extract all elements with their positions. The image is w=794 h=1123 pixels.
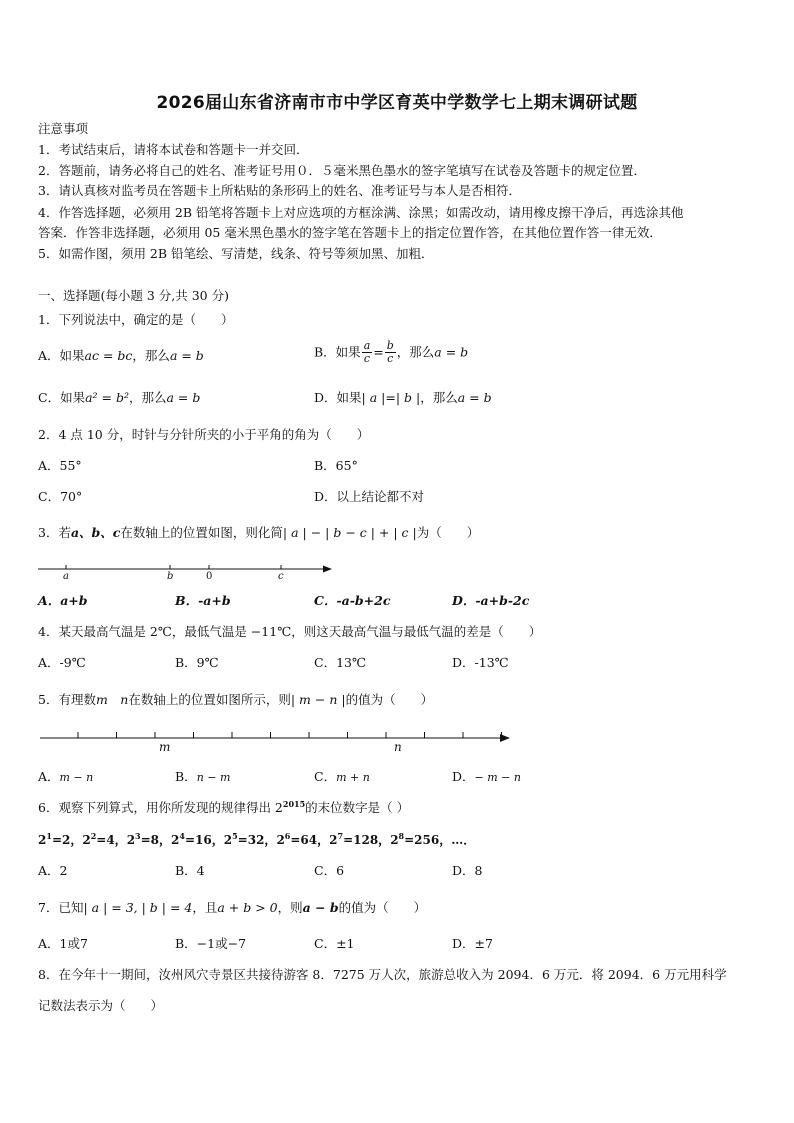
axis-arrow [323,566,332,573]
power: $2^6=64$， [276,831,330,847]
question-1-stem: 1．下列说法中，确定的是（ ） [38,312,234,327]
notice-item: 4．作答选择题，必须用 2B 铅笔将答题卡上对应选项的方框涂满、涂黑；如需改动，请用橡皮擦干净后，再选涂其他 [38,205,684,220]
notice-item: 3．请认真核对监考员在答题卡上所粘贴的条形码上的姓名、准考证号与本人是否相符． [38,183,521,198]
page-title: 2026届山东省济南市市中学区育英中学数学七上期末调研试题 [156,93,638,113]
power: $2^3=8$， [126,831,172,847]
section-heading: 一、选择题(每小题 3 分,共 30 分) [38,288,229,303]
notice-heading: 注意事项 [38,121,89,136]
question-6-option-a: A．2 [38,863,68,878]
power: $2^1=2$， [38,831,83,847]
question-8-stem-line1: 8．在今年十一期间，汝州风穴寺景区共接待游客 8．7275 万人次，旅游总收入为 2094．6 万元．将 2094．6 万元用科学 [38,967,727,982]
fraction: $\frac{b}{c}$ [386,339,394,365]
question-4-stem: 4．某天最高气温是 2℃，最低气温是 −11℃，则这天最高气温与最低气温的差是（ ） [38,624,542,639]
question-8-stem-line2: 记数法表示为（ ） [38,998,164,1013]
number-line-q5 [38,728,514,754]
question-6-option-d: D．8 [452,863,483,878]
axis-label-zero: 0 [206,571,213,580]
power: $2^4=16$， [171,831,224,847]
notice-item: 1．考试结束后，请将本试卷和答题卡一并交回． [38,142,309,157]
question-6-stem: 6．观察下列算式，用你所发现的规律得出 $2^{2015}$的末位数字是（ ） [38,799,410,815]
question-3-option-b: B．-a+b [175,593,231,608]
axis-label-m: m [159,740,171,754]
question-6-option-c: C．6 [314,863,345,878]
notice-item: 答案．作答非选择题，必须用 05 毫米黑色墨水的签字笔在答题卡上的指定位置作答，在其他位置作答一律无效． [38,225,662,240]
question-6-powers [38,832,475,848]
axis-label-c: c [278,571,284,580]
question-7-option-d: D．±7 [452,936,493,951]
power: $2^8=256$，…． [390,831,476,847]
question-1-option-b: B．如果 $\frac{a}{c}$ = $\frac{b}{c}$ ，那么a = b [314,339,469,365]
question-5-option-b: B．n − m [175,769,231,784]
question-5-option-c: C．m + n [314,769,370,784]
axis-label-n: n [394,740,402,754]
notice-item: 5．如需作图，须用 2B 铅笔绘、写清楚，线条、符号等须加黑、加粗． [38,246,434,261]
question-2-option-a: A．55° [38,458,82,473]
question-4-option-b: B．9℃ [175,655,219,670]
question-3-stem: 3．若a、b、c在数轴上的位置如图，则化简| a | − | b − c | + | c |为（ ） [38,525,480,540]
question-5-option-a: A．m − n [38,769,94,784]
power: $2^7=128$， [329,831,391,847]
question-4-option-d: D．-13℃ [452,655,509,670]
question-7-stem: 7．已知| a | = 3, | b | = 4，且a + b > 0，则a − b的值为（ ） [38,900,427,915]
question-4-option-c: C．13℃ [314,655,366,670]
question-7-option-a: A．1或7 [38,936,88,951]
question-1-option-a: A．如果ac = bc，那么a = b [38,348,204,363]
question-5-option-d: D．− m − n [452,769,521,784]
question-6-option-b: B．4 [175,863,205,878]
question-1-option-c: C．如果a² = b²，那么a = b [38,390,201,405]
fraction: $\frac{a}{c}$ [363,339,371,365]
question-4-option-a: A．-9℃ [38,655,86,670]
question-3-option-c: C．-a-b+2c [314,593,391,608]
question-2-option-d: D．以上结论都不对 [314,489,425,504]
question-2-option-c: C．70° [38,489,83,504]
question-7-option-c: C．±1 [314,936,355,951]
question-2-option-b: B．65° [314,458,358,473]
question-1-option-d: D．如果| a |=| b |，那么a = b [314,390,492,405]
axis-label-b: b [167,571,174,580]
axis-ticks [78,732,502,738]
number-line-q3 [36,558,336,580]
question-5-stem: 5．有理数m n在数轴上的位置如图所示，则| m − n |的值为（ ） [38,692,434,707]
axis-label-a: a [63,571,69,580]
power: $2^2=4$， [82,831,127,847]
power: $2^5=32$， [223,831,277,847]
question-3-option-a: A．a+b [38,593,88,608]
notice-item: 2．答题前，请务必将自己的姓名、准考证号用０．５毫米黑色墨水的签字笔填写在试卷及答题卡的规定位置． [38,163,646,178]
question-7-option-b: B．−1或−7 [175,936,247,951]
question-2-stem: 2．4 点 10 分，时针与分针所夹的小于平角的角为（ ） [38,427,370,442]
question-3-option-d: D．-a+b-2c [452,593,530,608]
